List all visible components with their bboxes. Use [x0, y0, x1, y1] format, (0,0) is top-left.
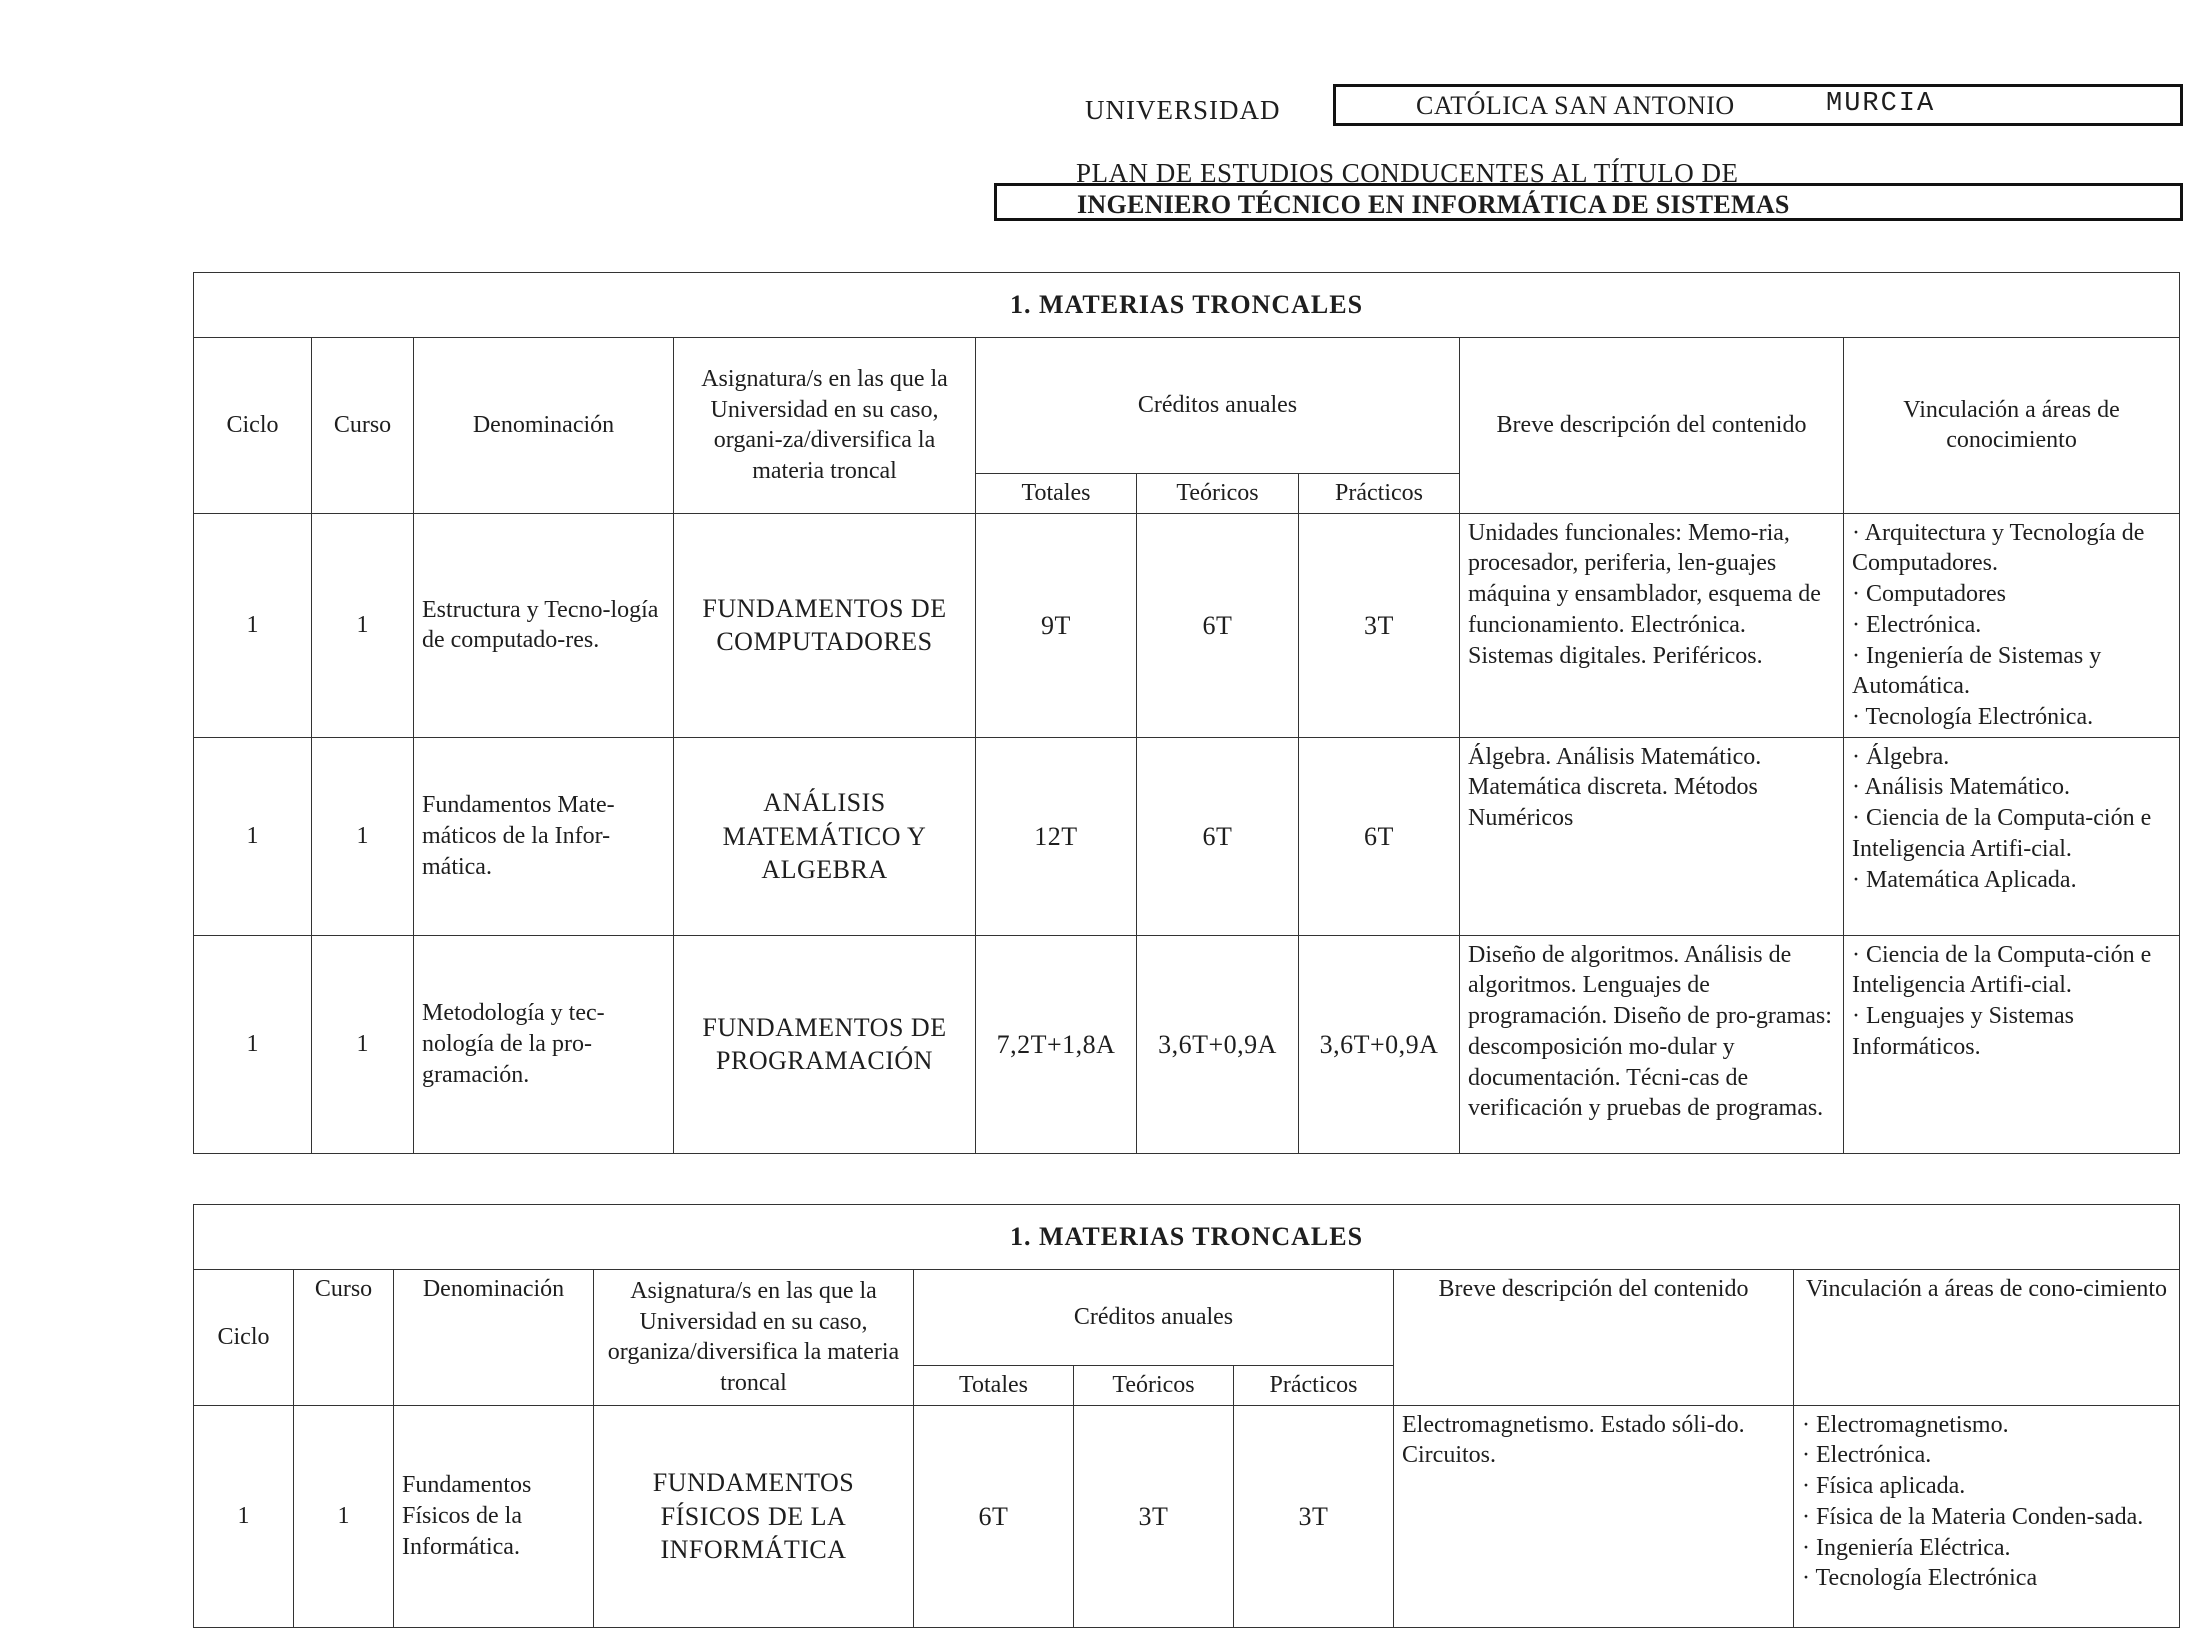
cell-curso: 1 — [312, 935, 414, 1153]
cell-asignatura: FUNDAMENTOS FÍSICOS DE LA INFORMÁTICA — [594, 1405, 914, 1627]
vinculacion-item: · Análisis Matemático. — [1852, 774, 2070, 801]
header-totales: Totales — [976, 474, 1137, 514]
vinculacion-item: · Álgebra. — [1852, 743, 1950, 770]
table-row — [194, 513, 2180, 737]
vinculacion-item: · Matemática Aplicada. — [1852, 866, 2077, 893]
header-asignaturas: Asignatura/s en las que la Universidad en su caso, organiza/diversifica la materia troncal — [594, 1270, 914, 1406]
vinculacion-item: · Física de la Materia Conden-sada. — [1802, 1503, 2144, 1530]
vinculacion-item: · Ingeniería de Sistemas y Automática. — [1852, 642, 2102, 700]
degree-title: INGENIERO TÉCNICO EN INFORMÁTICA DE SISTEMAS — [1077, 190, 1790, 219]
vinculacion-item: · Lenguajes y Sistemas Informáticos. — [1852, 1003, 2074, 1060]
header-ciclo: Ciclo — [194, 1270, 294, 1406]
cell-ciclo: 1 — [194, 935, 312, 1153]
vinculacion-item: · Arquitectura y Tecnología de Computadores. — [1852, 519, 2145, 577]
cell-practicos: 3T — [1299, 513, 1460, 737]
cell-descripcion: Álgebra. Análisis Matemático. Matemática discreta. Métodos Numéricos — [1460, 737, 1844, 935]
vinculacion-item: · Tecnología Electrónica — [1802, 1565, 2038, 1592]
header-descripcion: Breve descripción del contenido — [1460, 338, 1844, 514]
cell-vinculacion — [1844, 513, 2180, 737]
materias-troncales-table-1 — [193, 272, 2180, 1154]
cell-vinculacion — [1794, 1405, 2180, 1627]
cell-denominacion: Fundamentos Físicos de la Informática. — [394, 1405, 594, 1627]
cell-vinculacion — [1844, 737, 2180, 935]
cell-descripcion: Electromagnetismo. Estado sóli-do. Circuitos. — [1394, 1405, 1794, 1627]
vinculacion-item: · Tecnología Electrónica. — [1852, 704, 2094, 731]
cell-teoricos: 6T — [1137, 737, 1299, 935]
cell-vinculacion — [1844, 935, 2180, 1153]
cell-totales: 9T — [976, 513, 1137, 737]
degree-title-box — [994, 183, 2183, 221]
vinculacion-item: · Computadores — [1852, 581, 2006, 608]
header-creditos-anuales: Créditos anuales — [914, 1270, 1394, 1366]
university-label: UNIVERSIDAD — [1085, 95, 1281, 125]
materias-troncales-table-2 — [193, 1204, 2180, 1628]
header-curso: Curso — [312, 338, 414, 514]
university-name: CATÓLICA SAN ANTONIO — [1416, 91, 1735, 120]
cell-totales: 6T — [914, 1405, 1074, 1627]
cell-asignatura: FUNDAMENTOS DE PROGRAMACIÓN — [674, 935, 976, 1153]
header-denominacion: Denominación — [394, 1270, 594, 1406]
header-teoricos: Teóricos — [1074, 1366, 1234, 1406]
vinculacion-item: · Ingeniería Eléctrica. — [1802, 1534, 2011, 1561]
cell-descripcion: Diseño de algoritmos. Análisis de algoritmos. Lenguajes de programación. Diseño de pro-gramas: descomposición mo-dular y documentación. Técni-cas de verificación y pruebas de programas. — [1460, 935, 1844, 1153]
cell-curso: 1 — [294, 1405, 394, 1627]
cell-denominacion: Estructura y Tecno-logía de computado-res. — [414, 513, 674, 737]
cell-practicos: 6T — [1299, 737, 1460, 935]
header-vinculacion: Vinculación a áreas de conocimiento — [1844, 338, 2180, 514]
cell-descripcion: Unidades funcionales: Memo-ria, procesador, periferia, len-guajes máquina y ensamblador, esquema de funcionamiento. Electrónica. Sistemas digitales. Periféricos. — [1460, 513, 1844, 737]
vinculacion-item: · Ciencia de la Computa-ción e Inteligencia Artifi-cial. — [1852, 805, 2152, 862]
vinculacion-item: · Electromagnetismo. — [1802, 1411, 2009, 1438]
header-ciclo: Ciclo — [194, 338, 312, 514]
header-teoricos: Teóricos — [1137, 474, 1299, 514]
section-title: 1. MATERIAS TRONCALES — [194, 1205, 2180, 1270]
vinculacion-item: · Física aplicada. — [1802, 1473, 1966, 1500]
section-title: 1. MATERIAS TRONCALES — [194, 273, 2180, 338]
university-city: MURCIA — [1826, 89, 1936, 119]
header-totales: Totales — [914, 1366, 1074, 1406]
cell-practicos: 3,6T+0,9A — [1299, 935, 1460, 1153]
cell-curso: 1 — [312, 737, 414, 935]
cell-asignatura: FUNDAMENTOS DE COMPUTADORES — [674, 513, 976, 737]
cell-ciclo: 1 — [194, 737, 312, 935]
cell-totales: 7,2T+1,8A — [976, 935, 1137, 1153]
vinculacion-item: · Electrónica. — [1852, 611, 1982, 638]
header-curso: Curso — [294, 1270, 394, 1406]
vinculacion-item: · Electrónica. — [1802, 1442, 1932, 1469]
cell-teoricos: 3T — [1074, 1405, 1234, 1627]
vinculacion-item: · Ciencia de la Computa-ción e Inteligencia Artifi-cial. — [1852, 941, 2152, 999]
cell-ciclo: 1 — [194, 1405, 294, 1627]
cell-teoricos: 6T — [1137, 513, 1299, 737]
header-practicos: Prácticos — [1234, 1366, 1394, 1406]
header-descripcion: Breve descripción del contenido — [1394, 1270, 1794, 1406]
table-row — [194, 1405, 2180, 1627]
cell-totales: 12T — [976, 737, 1137, 935]
header-vinculacion: Vinculación a áreas de cono-cimiento — [1794, 1270, 2180, 1406]
cell-teoricos: 3,6T+0,9A — [1137, 935, 1299, 1153]
cell-ciclo: 1 — [194, 513, 312, 737]
plan-label: PLAN DE ESTUDIOS CONDUCENTES AL TÍTULO DE — [1076, 158, 1739, 188]
table-row — [194, 935, 2180, 1153]
header-practicos: Prácticos — [1299, 474, 1460, 514]
cell-curso: 1 — [312, 513, 414, 737]
header-creditos-anuales: Créditos anuales — [976, 338, 1460, 474]
cell-denominacion: Metodología y tec-nología de la pro-gramación. — [414, 935, 674, 1153]
university-box — [1333, 84, 2183, 126]
cell-asignatura: ANÁLISIS MATEMÁTICO Y ALGEBRA — [674, 737, 976, 935]
cell-practicos: 3T — [1234, 1405, 1394, 1627]
header-denominacion: Denominación — [414, 338, 674, 514]
table-row — [194, 737, 2180, 935]
cell-denominacion: Fundamentos Mate-máticos de la Infor-mática. — [414, 737, 674, 935]
header-asignaturas: Asignatura/s en las que la Universidad en su caso, organi-za/diversifica la materia troncal — [674, 338, 976, 514]
